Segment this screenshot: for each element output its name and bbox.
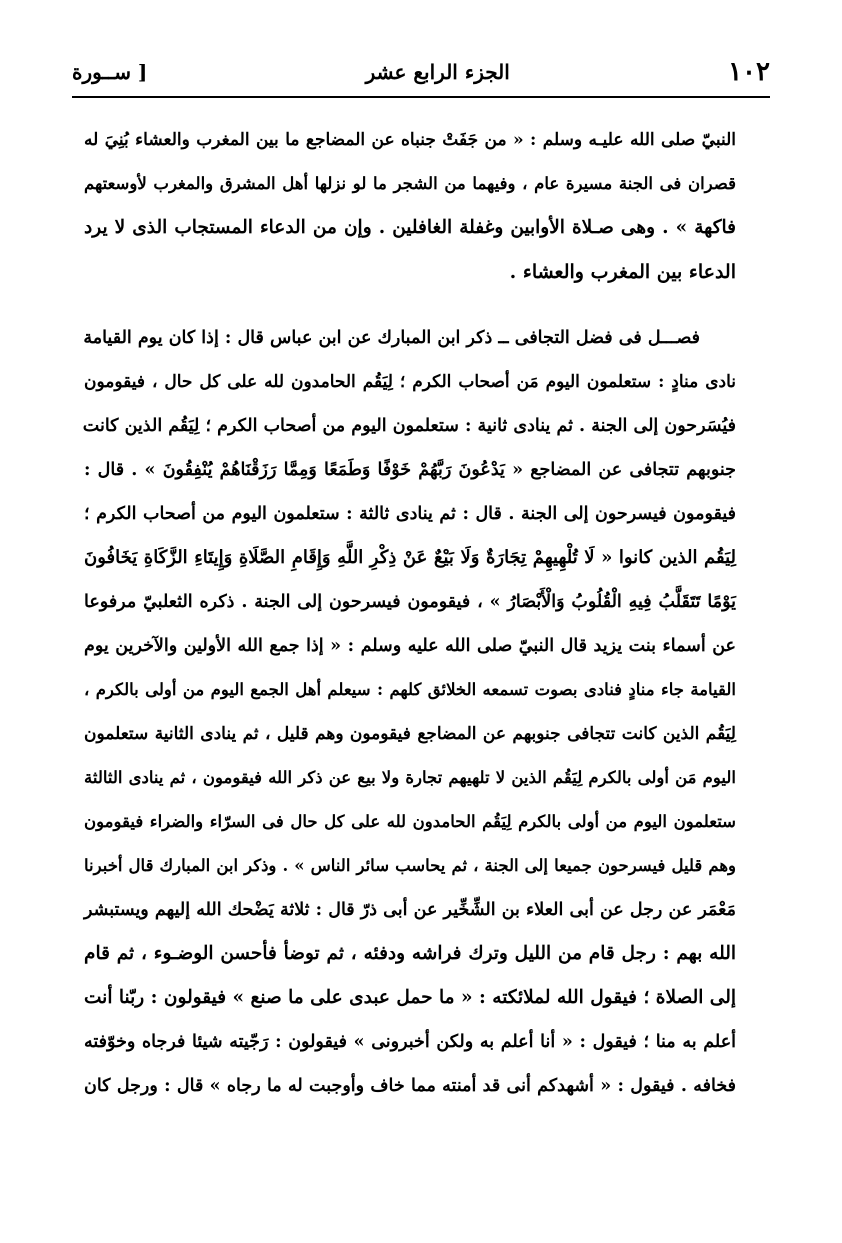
page-number: ١٠٢ [728,57,770,87]
text-line: فاكهة » . وهى صـلاة الأوابين وغفلة الغافلين . وإن من الدعاء المستجاب الذى لا يرد [84,217,736,238]
text-line: الدعاء بين المغرب والعشاء . [509,261,736,283]
text-line: لِيَقُم الذين كانت تتجافى جنوبهم عن المضاجع فيقومون وهم قليل ، ثم ينادى الثانية ستعلمون [84,724,736,744]
text-line: فيقومون فيسرحون إلى الجنة . قال : ثم ينادى ثالثة : ستعلمون اليوم من أصحاب الكرم ؛ [84,504,736,524]
running-title: الجزء الرابع عشر [365,60,510,84]
text-line: فخافه . فيقول : « أشهدكم أنى قد أمنته مما خاف وأوجبت له ما رجاه » قال : ورجل كان [84,1076,736,1096]
text-line: لِيَقُم الذين كانوا « لَا تُلْهِيهِمْ تِجَارَةٌ وَلَا بَيْعٌ عَنْ ذِكْرِ اللَّهِ وَإِقَامِ الصَّلَاةِ وَإِيتَاءِ الزَّكَاةِ يَخَافُونَ [84,547,736,568]
text-line: الله بهم : رجل قام من الليل وترك فراشه ودفئه ، ثم توضأ فأحسن الوضـوء ، ثم قام [84,943,736,964]
text-line: نادى منادٍ : ستعلمون اليوم مَن أصحاب الكرم ؛ لِيَقُم الحامدون لله على كل حال ، فيقومون [84,372,736,392]
page-header [72,52,770,92]
header-rule [72,96,770,98]
page-body [84,118,736,1108]
text-line: مَعْمَر عن رجل عن أبى العلاء بن الشِّخِّير عن أبى ذرّ قال : ثلاثة يَضْحك الله إليهم ويستبشر [84,900,736,920]
text-line: قصران فى الجنة مسيرة عام ، وفيهما من الشجر ما لو نزلها أهل المشرق والمغرب لأوسعتهم [84,174,736,193]
text-line: ستعلمون اليوم من أولى بالكرم لِيَقُم الحامدون لله على كل حال فى السرّاء والضراء فيقومون [84,812,736,831]
text-line: إلى الصلاة ؛ فيقول الله لملائكته : « ما حمل عبدى على ما صنع » فيقولون : ربّنا أنت [84,987,736,1008]
paragraph-2 [84,316,736,1108]
text-line: أعلم به منا ؛ فيقول : « أنا أعلم به ولكن أخبرونى » فيقولون : رَجّيته شيئا فرجاه وخوّفته [84,1032,736,1052]
text-line: فيُسَرحون إلى الجنة . ثم ينادى ثانية : ستعلمون اليوم من أصحاب الكرم ؛ لِيَقُم الذين كانت [82,416,736,436]
text-line: فصـــل فى فضل التجافى ــ ذكر ابن المبارك عن ابن عباس قال : إذا كان يوم القيامة [83,328,700,348]
text-line: جنوبهم تتجافى عن المضاجع « يَدْعُونَ رَبَّهُمْ خَوْفًا وَطَمَعًا وَمِمَّا رَزَقْنَاهُمْ يُنْفِقُونَ » . قال : [84,460,736,480]
text-line: وهم قليل فيسرحون جميعا إلى الجنة ، ثم يحاسب سائر الناس » . وذكر ابن المبارك قال أخبرنا [84,856,736,875]
text-line: اليوم مَن أولى بالكرم لِيَقُم الذين لا تلهيهم تجارة ولا بيع عن ذكر الله فيقومون ، ثم ينادى الثالثة [84,768,736,787]
text-line: يَوْمًا تَتَقَلَّبُ فِيهِ الْقُلُوبُ وَالْأَبْصَارُ » ، فيقومون فيسرحون إلى الجنة . ذكره الثعلبيّ مرفوعا [84,592,736,612]
text-line: القيامة جاء منادٍ فنادى بصوت تسمعه الخلائق كلهم : سيعلم أهل الجمع اليوم من أولى بالكرم ، [84,680,736,699]
text-line: النبيّ صلى الله عليـه وسلم : « من جَفَتْ جنباه عن المضاجع ما بين المغرب والعشاء بُنِيَ له [84,130,736,150]
text-line: عن أسماء بنت يزيد قال النبيّ صلى الله عليه وسلم : « إذا جمع الله الأولين والآخرين يوم [84,636,736,656]
surah-label: [ ســورة [72,60,148,84]
paragraph-1 [84,118,736,294]
